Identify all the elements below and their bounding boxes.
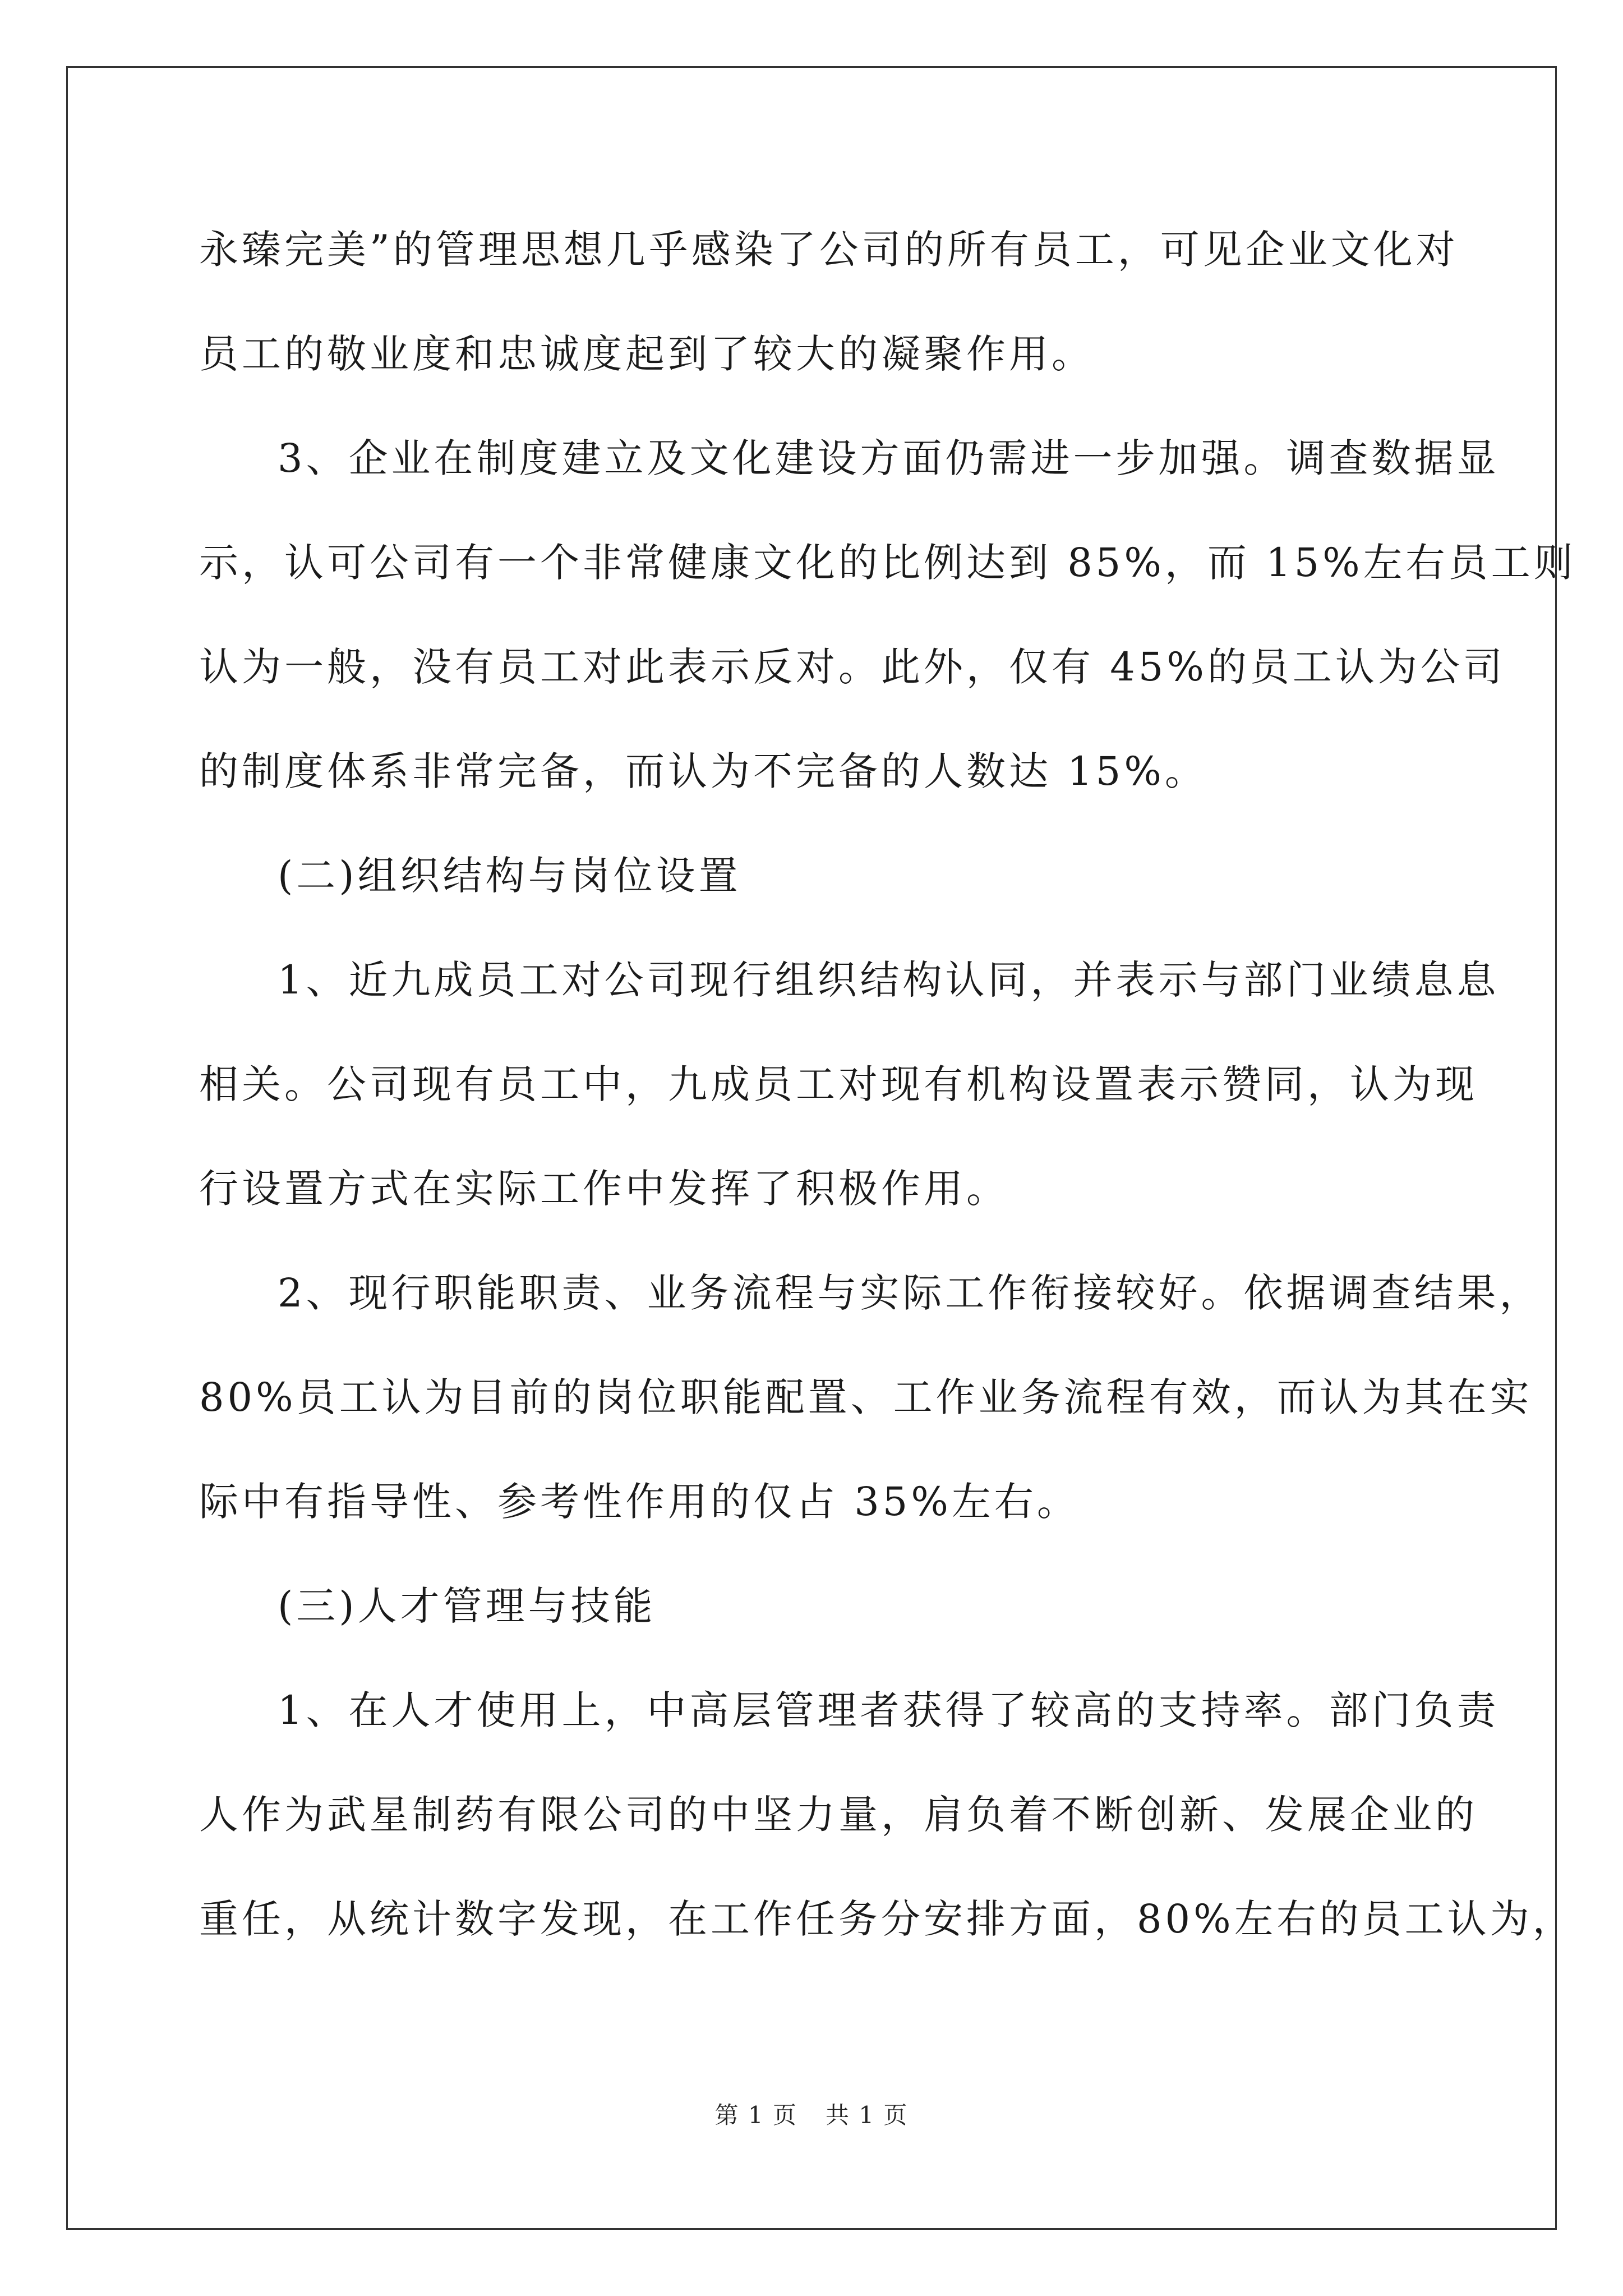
paragraph-line: 2、现行职能职责、业务流程与实际工作衔接较好。依据调查结果， <box>278 1270 1542 1316</box>
section-heading: (二)组织结构与岗位设置 <box>278 853 741 899</box>
paragraph-line: 80%员工认为目前的岗位职能配置、工作业务流程有效，而认为其在实 <box>199 1374 1533 1420</box>
paragraph-line: 人作为武星制药有限公司的中坚力量，肩负着不断创新、发展企业的 <box>199 1792 1478 1838</box>
paragraph-line: 行设置方式在实际工作中发挥了积极作用。 <box>199 1166 1009 1212</box>
page-number: 第 1 页 <box>714 2101 797 2129</box>
page-total: 共 1 页 <box>826 2101 909 2129</box>
page-footer <box>0 2097 1623 2131</box>
paragraph-line: 相关。公司现有员工中，九成员工对现有机构设置表示赞同，认为现 <box>199 1061 1478 1107</box>
paragraph-line: 员工的敬业度和忠诚度起到了较大的凝聚作用。 <box>199 331 1094 377</box>
paragraph-line: 1、在人才使用上，中高层管理者获得了较高的支持率。部门负责 <box>278 1687 1500 1733</box>
paragraph-line: 重任，从统计数字发现，在工作任务分安排方面，80%左右的员工认为， <box>199 1896 1575 1942</box>
paragraph-line: 示，认可公司有一个非常健康文化的比例达到 85%，而 15%左右员工则 <box>199 540 1576 586</box>
paragraph-line: 际中有指导性、参考性作用的仅占 35%左右。 <box>199 1479 1080 1525</box>
paragraph-line: 认为一般，没有员工对此表示反对。此外，仅有 45%的员工认为公司 <box>199 644 1506 690</box>
paragraph-line: 永臻完美”的管理思想几乎感染了公司的所有员工，可见企业文化对 <box>199 227 1459 273</box>
paragraph-line: 1、近九成员工对公司现行组织结构认同，并表示与部门业绩息息 <box>278 957 1500 1003</box>
document-body <box>199 208 1576 1981</box>
paragraph-line: 的制度体系非常完备，而认为不完备的人数达 15%。 <box>199 748 1207 794</box>
section-heading: (三)人才管理与技能 <box>278 1583 656 1629</box>
paragraph-line: 3、企业在制度建立及文化建设方面仍需进一步加强。调查数据显 <box>278 435 1500 481</box>
